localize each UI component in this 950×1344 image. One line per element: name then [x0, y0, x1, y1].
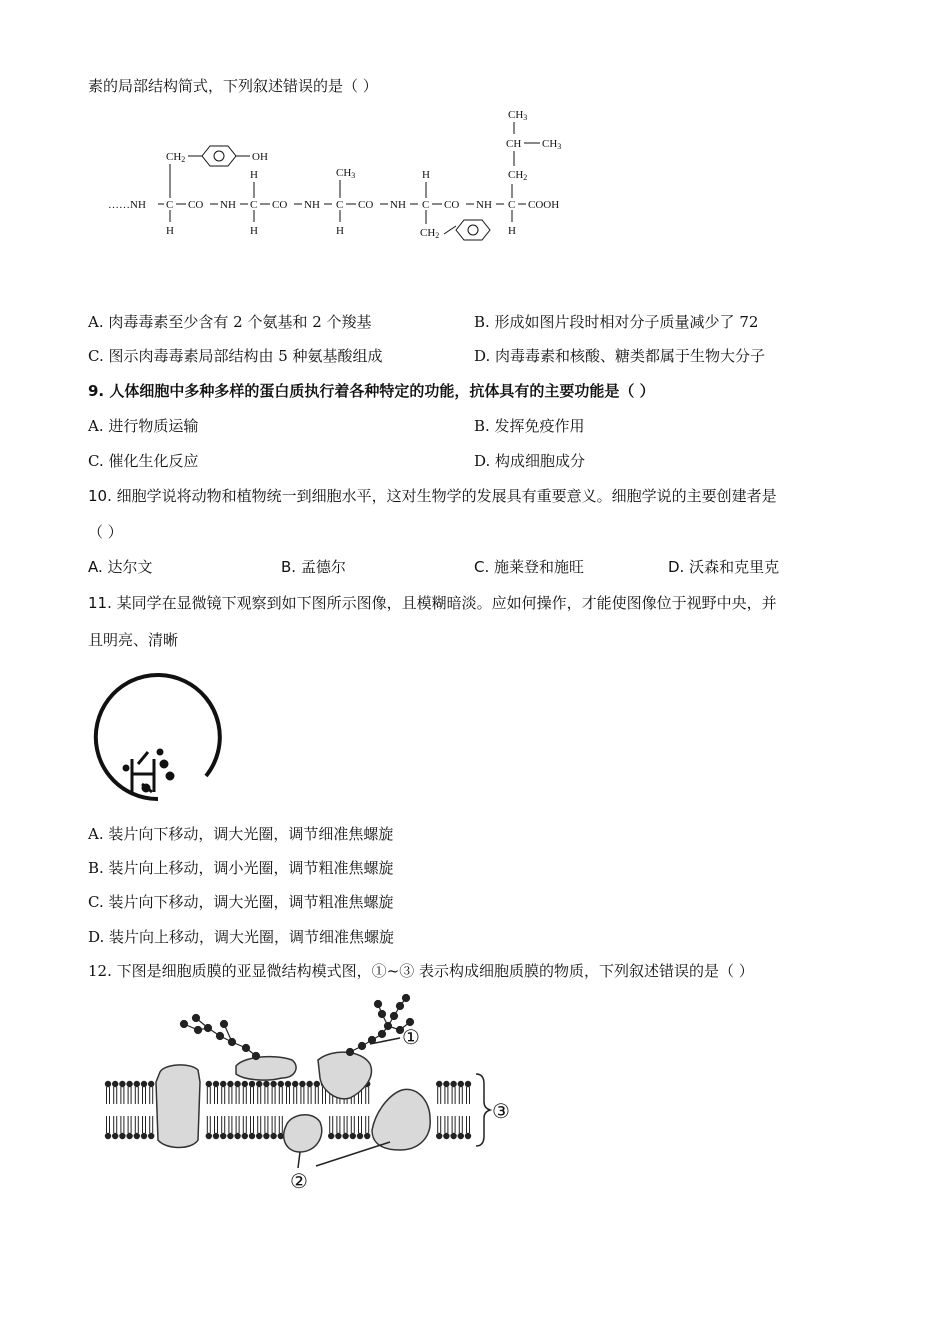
q8-option-a[interactable]: A. 肉毒毒素至少含有 2 个氨基和 2 个羧基 — [88, 313, 372, 331]
phospholipid-outer — [141, 1081, 147, 1104]
q10-option-d[interactable]: D. 沃森和克里克 — [668, 558, 780, 576]
q8-stem: 素的局部结构简式，下列叙述错误的是（ ） — [88, 77, 378, 95]
phospholipid-outer — [278, 1081, 284, 1104]
label-3: ③ — [492, 1101, 510, 1123]
phospholipid-inner — [328, 1116, 334, 1139]
q8-option-c[interactable]: C. 图示肉毒毒素局部结构由 5 种氨基酸组成 — [88, 347, 383, 365]
phospholipid-outer — [314, 1081, 320, 1104]
phospholipid-inner — [335, 1116, 341, 1139]
h-r2-top: H — [250, 169, 258, 181]
phospholipid-inner — [134, 1116, 140, 1139]
phospholipid-outer — [126, 1081, 132, 1104]
phospholipid-inner — [126, 1116, 132, 1139]
phospholipid-outer — [436, 1081, 442, 1104]
c1: C — [166, 199, 174, 211]
q11-option-d[interactable]: D. 装片向上移动，调大光圈，调节细准焦螺旋 — [88, 928, 395, 946]
phospholipid-inner — [263, 1116, 269, 1139]
q8-option-b[interactable]: B. 形成如图片段时相对分子质量减少了 72 — [474, 313, 759, 331]
q9-stem: 9. 人体细胞中多种多样的蛋白质执行着各种特定的功能，抗体具有的主要功能是（ ） — [88, 382, 655, 400]
phospholipid-outer — [256, 1081, 262, 1104]
phospholipid-outer — [249, 1081, 255, 1104]
q10-option-b[interactable]: B. 孟德尔 — [281, 558, 346, 576]
nh3: NH — [390, 199, 406, 211]
co1: CO — [188, 199, 204, 211]
q10-stem-line1: 10. 细胞学说将动物和植物统一到细胞水平，这对生物学的发展具有重要意义。细胞学说的主要创建者是 — [88, 487, 777, 505]
q11-option-b[interactable]: B. 装片向上移动，调小光圈，调节粗准焦螺旋 — [88, 859, 394, 877]
q12-stem: 12. 下图是细胞质膜的亚显微结构模式图，①~③ 表示构成细胞质膜的物质，下列叙述错误的是（ ） — [88, 962, 754, 980]
phospholipid-outer — [234, 1081, 240, 1104]
phospholipid-inner — [436, 1116, 442, 1139]
phospholipid-inner — [350, 1116, 356, 1139]
co2: CO — [272, 199, 288, 211]
microscope-view-figure — [86, 664, 226, 804]
surface-protein — [236, 1057, 296, 1080]
glycoprotein-protein — [318, 1052, 371, 1099]
phospholipid-outer — [458, 1081, 464, 1104]
q9-option-b[interactable]: B. 发挥免疫作用 — [474, 417, 585, 435]
phospholipid-inner — [220, 1116, 226, 1139]
phospholipid-outer — [148, 1081, 154, 1104]
phospholipid-outer — [220, 1081, 226, 1104]
phospholipid-inner — [119, 1116, 125, 1139]
ch2-r1: CH2 — [166, 151, 186, 164]
phospholipid-inner — [342, 1116, 348, 1139]
phospholipid-inner — [213, 1116, 219, 1139]
q9-option-a[interactable]: A. 进行物质运输 — [88, 417, 199, 435]
phospholipid-inner — [112, 1116, 118, 1139]
q10-stem-line2: （ ） — [88, 523, 123, 541]
ch-r5: CH — [506, 138, 522, 150]
cooh: COOH — [528, 199, 560, 211]
nh2: NH — [304, 199, 320, 211]
h-r4: H — [422, 169, 430, 181]
phospholipid-outer — [105, 1081, 111, 1104]
ch3-r5-side: CH3 — [542, 138, 562, 151]
h-r3: H — [336, 225, 344, 237]
co4: CO — [444, 199, 460, 211]
phospholipid-inner — [450, 1116, 456, 1139]
ch3-r3: CH3 — [336, 167, 356, 180]
phospholipid-inner — [105, 1116, 111, 1139]
phospholipid-outer — [242, 1081, 248, 1104]
transmembrane-protein — [156, 1065, 200, 1148]
label-2: ② — [290, 1171, 308, 1193]
q11-option-c[interactable]: C. 装片向下移动，调大光圈，调节粗准焦螺旋 — [88, 893, 394, 911]
phospholipid-inner — [364, 1116, 370, 1139]
phospholipid-inner — [141, 1116, 147, 1139]
q10-option-a[interactable]: A. 达尔文 — [88, 558, 153, 576]
ch2-r5: CH2 — [508, 169, 528, 182]
ch2-r4: CH2 — [420, 227, 440, 240]
ch3-r5-top: CH3 — [508, 109, 528, 122]
phospholipid-inner — [458, 1116, 464, 1139]
q11-stem-line2: 且明亮、清晰 — [88, 631, 179, 649]
phospholipid-outer — [285, 1081, 291, 1104]
peripheral-protein — [284, 1115, 322, 1152]
phospholipid-outer — [213, 1081, 219, 1104]
q9-option-c[interactable]: C. 催化生化反应 — [88, 452, 199, 470]
phospholipid-inner — [148, 1116, 154, 1139]
q11-option-a[interactable]: A. 装片向下移动，调大光圈，调节细准焦螺旋 — [88, 825, 394, 843]
label-1: ① — [402, 1027, 420, 1049]
phospholipid-outer — [112, 1081, 118, 1104]
phospholipid-outer — [206, 1081, 212, 1104]
peptide-structure-diagram — [100, 102, 580, 252]
phospholipid-outer — [443, 1081, 449, 1104]
phospholipid-outer — [227, 1081, 233, 1104]
h-r1: H — [166, 225, 174, 237]
sugar-chain-left — [181, 1015, 260, 1060]
q11-stem-line1: 11. 某同学在显微镜下观察到如下图所示图像，且模糊暗淡。应如何操作，才能使图像位于视野中央，并 — [88, 594, 777, 612]
phospholipid-outer — [119, 1081, 125, 1104]
phospholipid-inner — [206, 1116, 212, 1139]
phospholipid-inner — [465, 1116, 471, 1139]
cell-membrane-diagram — [100, 990, 530, 1200]
embedded-protein — [372, 1089, 430, 1150]
cell-cluster-icon — [124, 750, 173, 792]
nh1: NH — [220, 199, 236, 211]
q8-option-d[interactable]: D. 肉毒毒素和核酸、糖类都属于生物大分子 — [474, 347, 766, 365]
phospholipid-outer — [306, 1081, 312, 1104]
h-r2-bottom: H — [250, 225, 258, 237]
phospholipid-outer — [134, 1081, 140, 1104]
phospholipid-inner — [357, 1116, 363, 1139]
phospholipid-outer — [299, 1081, 305, 1104]
phospholipid-outer — [465, 1081, 471, 1104]
phospholipid-inner — [242, 1116, 248, 1139]
c5: C — [508, 199, 516, 211]
oh: OH — [252, 151, 268, 163]
q10-option-c[interactable]: C. 施莱登和施旺 — [474, 558, 585, 576]
phospholipid-inner — [234, 1116, 240, 1139]
c3: C — [336, 199, 344, 211]
phospholipid-inner — [270, 1116, 276, 1139]
h-r5: H — [508, 225, 516, 237]
c4: C — [422, 199, 430, 211]
phospholipid-inner — [249, 1116, 255, 1139]
phospholipid-inner — [256, 1116, 262, 1139]
phospholipid-inner — [227, 1116, 233, 1139]
phospholipid-outer — [270, 1081, 276, 1104]
phospholipid-outer — [263, 1081, 269, 1104]
phospholipid-inner — [443, 1116, 449, 1139]
nh4: NH — [476, 199, 492, 211]
q9-option-d[interactable]: D. 构成细胞成分 — [474, 452, 586, 470]
co3: CO — [358, 199, 374, 211]
phospholipid-outer — [292, 1081, 298, 1104]
c2: C — [250, 199, 258, 211]
phospholipid-outer — [450, 1081, 456, 1104]
chain-prefix: ……NH — [108, 199, 146, 211]
